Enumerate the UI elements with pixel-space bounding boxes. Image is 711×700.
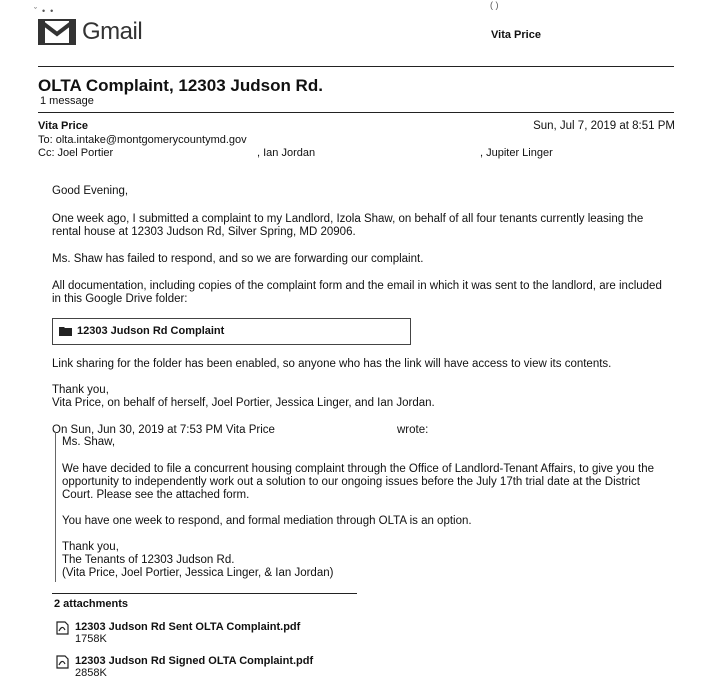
cc-recipient: , Jupiter Linger (480, 147, 553, 159)
attachments-heading: 2 attachments (54, 598, 128, 610)
body-text: Ms. Shaw has failed to respond, and so we are forwarding our complaint. (52, 253, 424, 265)
body-text: in this Google Drive folder: (52, 293, 188, 305)
cc-recipient: , Ian Jordan (257, 147, 316, 159)
attachment-name[interactable]: 12303 Judson Rd Sent OLTA Complaint.pdf (75, 621, 301, 633)
signature: Vita Price, on behalf of herself, Joel Portier, Jessica Linger, and Ian Jordan. (52, 397, 435, 409)
quote-text: We have decided to file a concurrent housing complaint through the Office of Landlord-Tenant Affairs, to give you the (62, 463, 654, 475)
message-count: 1 message (40, 95, 94, 107)
quote-text: Court. Please see the attached form. (62, 489, 250, 501)
quote-bar (55, 432, 56, 582)
app-name: Gmail (82, 18, 143, 45)
quote-header: On Sun, Jun 30, 2019 at 7:53 PM Vita Price (52, 424, 275, 436)
quote-text: (Vita Price, Joel Portier, Jessica Linger, & Ian Jordan) (62, 567, 334, 579)
drive-folder-chip[interactable] (52, 318, 411, 345)
to-line: To: olta.intake@montgomerycountymd.gov (38, 134, 247, 146)
thread-subject: OLTA Complaint, 12303 Judson Rd. (38, 76, 323, 95)
drive-folder-name: 12303 Judson Rd Complaint (77, 325, 225, 337)
quote-text: The Tenants of 12303 Judson Rd. (62, 554, 235, 566)
signoff: Thank you, (52, 384, 109, 396)
attachment-name[interactable]: 12303 Judson Rd Signed OLTA Complaint.pdf (75, 655, 314, 667)
body-text: One week ago, I submitted a complaint to my Landlord, Izola Shaw, on behalf of all four tenants currently leasing the (52, 213, 644, 225)
quote-text: Ms. Shaw, (62, 436, 116, 448)
cc-line: Cc: Joel Portier (38, 147, 114, 159)
body-text: Link sharing for the folder has been enabled, so anyone who has the link will have access to view its contents. (52, 358, 612, 370)
scan-mark: ( ) (490, 0, 499, 10)
quote-text: opportunity to independently work out a solution to our ongoing issues before the July 17th trial date at the District (62, 476, 640, 488)
quote-header-wrote: wrote: (397, 424, 429, 436)
pdf-icon (56, 655, 69, 669)
attachments-divider (52, 593, 357, 594)
scan-mark: ˇ • • (34, 6, 54, 16)
subject-divider (38, 112, 674, 113)
quote-text: You have one week to respond, and formal mediation through OLTA is an option. (62, 515, 472, 527)
header-divider (38, 66, 674, 67)
gmail-logo[interactable] (38, 18, 142, 46)
attachment-item[interactable] (56, 655, 313, 679)
attachment-size: 2858K (75, 667, 107, 679)
greeting: Good Evening, (52, 185, 129, 197)
body-text: rental house at 12303 Judson Rd, Silver Spring, MD 20906. (52, 226, 356, 238)
message-date: Sun, Jul 7, 2019 at 8:51 PM (533, 120, 675, 132)
folder-icon (59, 326, 72, 336)
attachment-size: 1758K (75, 633, 107, 645)
pdf-icon (56, 621, 69, 635)
gmail-envelope-icon (38, 19, 76, 45)
body-text: All documentation, including copies of the complaint form and the email in which it was sent to the landlord, are included (52, 280, 662, 292)
account-name[interactable]: Vita Price (491, 29, 541, 41)
attachment-item[interactable] (56, 621, 300, 645)
quote-text: Thank you, (62, 541, 119, 553)
sender-name: Vita Price (38, 120, 88, 132)
